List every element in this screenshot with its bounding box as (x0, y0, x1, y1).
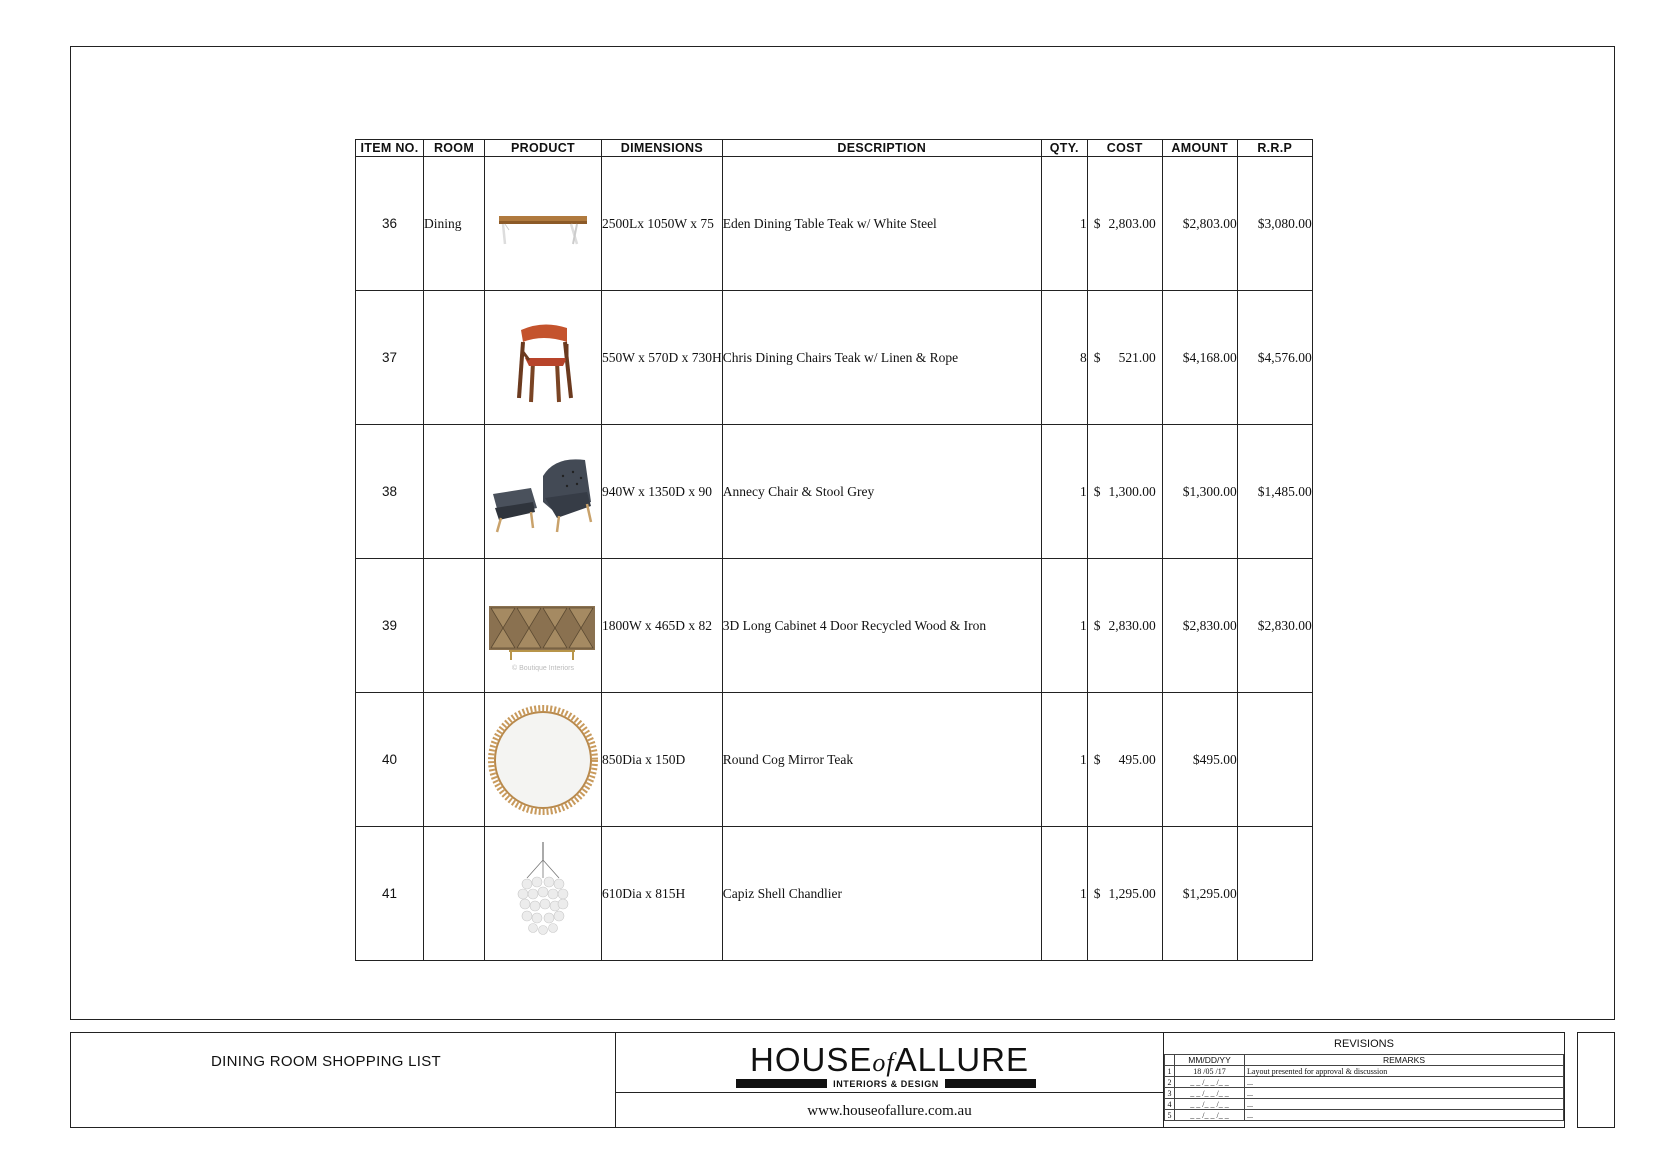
item-no: 40 (356, 693, 424, 827)
product-image (485, 559, 602, 693)
header-product: PRODUCT (485, 140, 602, 157)
description: Round Cog Mirror Teak (722, 693, 1041, 827)
product-image (485, 291, 602, 425)
cost-value: 2,803.00 (1108, 215, 1156, 231)
rrp (1237, 693, 1312, 827)
rev-header-date: MM/DD/YY (1175, 1055, 1245, 1066)
rrp: $2,830.00 (1237, 559, 1312, 693)
logo-subtitle: INTERIORS & DESIGN (833, 1078, 939, 1089)
cost-currency: $ (1093, 349, 1101, 365)
room (424, 425, 485, 559)
cost (1087, 559, 1162, 693)
cost (1087, 693, 1162, 827)
qty: 1 (1041, 693, 1087, 827)
logo-tagline (736, 1079, 1036, 1088)
cost (1087, 827, 1162, 961)
dimensions: 2500Lx 1050W x 75 (602, 157, 723, 291)
header-cost: COST (1087, 140, 1162, 157)
revision-row: 3 _ _ /_ _ /_ _ ... (1165, 1088, 1564, 1099)
cost-currency: $ (1093, 215, 1101, 231)
table-row (356, 157, 1313, 291)
item-no: 39 (356, 559, 424, 693)
dimensions: 610Dia x 815H (602, 827, 723, 961)
logo-bar-left (736, 1079, 827, 1088)
cost-currency: $ (1093, 751, 1101, 767)
shopping-list-table (355, 139, 1313, 961)
dining-table-icon (487, 168, 599, 280)
table-row (356, 559, 1313, 693)
dimensions: 940W x 1350D x 90 (602, 425, 723, 559)
chandelier-icon (487, 838, 599, 950)
watermark-text: © Boutique Interiors (512, 664, 574, 672)
title-block-side-cell (1577, 1032, 1615, 1128)
header-rrp: R.R.P (1237, 140, 1312, 157)
rrp: $3,080.00 (1237, 157, 1312, 291)
revisions-block (1164, 1033, 1564, 1127)
revision-row: 1 18 /05 /17 Layout presented for approval & discussion (1165, 1066, 1564, 1077)
table-row (356, 291, 1313, 425)
qty: 1 (1041, 157, 1087, 291)
qty: 1 (1041, 559, 1087, 693)
description: 3D Long Cabinet 4 Door Recycled Wood & Iron (722, 559, 1041, 693)
room: Dining (424, 157, 485, 291)
description: Eden Dining Table Teak w/ White Steel (722, 157, 1041, 291)
header-item-no: ITEM NO. (356, 140, 424, 157)
logo-cell (616, 1033, 1164, 1127)
cost-currency: $ (1093, 483, 1101, 499)
item-no: 38 (356, 425, 424, 559)
header-amount: AMOUNT (1162, 140, 1237, 157)
revisions-table (1164, 1054, 1564, 1121)
title-cell (71, 1033, 616, 1127)
room (424, 827, 485, 961)
table-header-row (356, 140, 1313, 157)
room (424, 693, 485, 827)
cost-value: 1,295.00 (1108, 885, 1156, 901)
revisions-title: REVISIONS (1334, 1038, 1394, 1050)
product-image (485, 827, 602, 961)
qty: 8 (1041, 291, 1087, 425)
amount: $2,803.00 (1162, 157, 1237, 291)
logo-divider (616, 1092, 1163, 1093)
dimensions: 1800W x 465D x 82 (602, 559, 723, 693)
rrp: $1,485.00 (1237, 425, 1312, 559)
cost (1087, 157, 1162, 291)
room (424, 291, 485, 425)
logo-bar-right (945, 1079, 1036, 1088)
cost (1087, 291, 1162, 425)
amount: $2,830.00 (1162, 559, 1237, 693)
rrp (1237, 827, 1312, 961)
header-room: ROOM (424, 140, 485, 157)
cost-currency: $ (1093, 885, 1101, 901)
item-no: 41 (356, 827, 424, 961)
page-title: DINING ROOM SHOPPING LIST (211, 1053, 442, 1070)
header-dimensions: DIMENSIONS (602, 140, 723, 157)
header-qty: QTY. (1041, 140, 1087, 157)
product-image (485, 157, 602, 291)
cost-value: 2,830.00 (1108, 617, 1156, 633)
cost-value: 521.00 (1118, 349, 1156, 365)
dimensions: 850Dia x 150D (602, 693, 723, 827)
company-logo: HOUSEofALLURE (750, 1041, 1029, 1078)
amount: $1,300.00 (1162, 425, 1237, 559)
qty: 1 (1041, 425, 1087, 559)
qty: 1 (1041, 827, 1087, 961)
revision-row: 5 _ _ /_ _ /_ _ ... (1165, 1110, 1564, 1121)
title-block (70, 1032, 1565, 1128)
cost (1087, 425, 1162, 559)
cost-currency: $ (1093, 617, 1101, 633)
header-description: DESCRIPTION (722, 140, 1041, 157)
cabinet-icon (487, 570, 599, 682)
item-no: 36 (356, 157, 424, 291)
product-image (485, 693, 602, 827)
rev-header-remarks: REMARKS (1245, 1055, 1564, 1066)
table-row (356, 693, 1313, 827)
dining-chair-icon (487, 302, 599, 414)
cost-value: 1,300.00 (1108, 483, 1156, 499)
amount: $1,295.00 (1162, 827, 1237, 961)
table-row (356, 827, 1313, 961)
armchair-stool-icon (487, 436, 599, 548)
item-no: 37 (356, 291, 424, 425)
description: Annecy Chair & Stool Grey (722, 425, 1041, 559)
revision-row: 4 _ _ /_ _ /_ _ ... (1165, 1099, 1564, 1110)
revisions-header-row (1165, 1055, 1564, 1066)
dimensions: 550W x 570D x 730H (602, 291, 723, 425)
description: Capiz Shell Chandlier (722, 827, 1041, 961)
room (424, 559, 485, 693)
rrp: $4,576.00 (1237, 291, 1312, 425)
product-image (485, 425, 602, 559)
amount: $495.00 (1162, 693, 1237, 827)
cost-value: 495.00 (1118, 751, 1156, 767)
website-url: www.houseofallure.com.au (807, 1103, 972, 1119)
amount: $4,168.00 (1162, 291, 1237, 425)
table-row (356, 425, 1313, 559)
revision-row: 2 _ _ /_ _ /_ _ ... (1165, 1077, 1564, 1088)
round-mirror-icon (487, 704, 599, 816)
description: Chris Dining Chairs Teak w/ Linen & Rope (722, 291, 1041, 425)
